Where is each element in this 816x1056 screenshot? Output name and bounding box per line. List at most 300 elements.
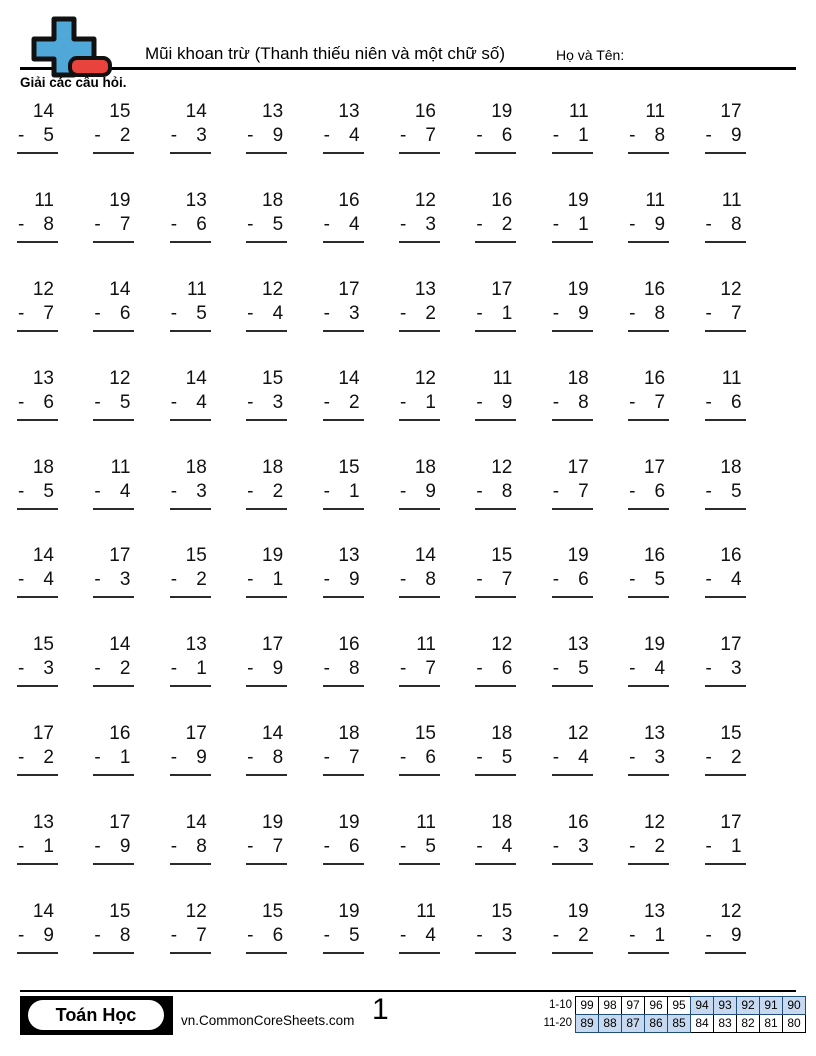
minus-sign-icon: - [399,302,407,324]
subtrahend-row [705,480,746,510]
subtrahend: 1 [578,125,589,146]
subtrahend-row [323,480,364,510]
instruction-text: Giải các câu hỏi. [20,75,127,90]
subtrahend-row [475,568,516,598]
minus-sign-icon: - [170,925,178,947]
minus-sign-icon: - [94,125,101,146]
minus-sign-icon: - [399,125,407,146]
subtraction-problem [93,100,134,189]
minuend: 13 [185,189,207,211]
subtrahend: 7 [348,747,360,769]
minus-sign-icon: - [170,213,178,235]
minus-sign-icon: - [476,302,483,324]
subtraction-problem [399,100,440,189]
minuend: 11 [416,901,436,923]
subtrahend: 9 [730,925,742,947]
minus-sign-icon: - [399,569,407,591]
minus-sign-icon: - [705,925,712,947]
minuend: 17 [109,812,131,834]
subtraction-problem [323,544,364,633]
subtrahend-row [170,835,211,865]
minus-sign-icon: - [18,836,25,858]
subtraction-problem [323,633,364,722]
subtraction-problem [323,722,364,811]
subtraction-problem [475,100,516,189]
minuend: 19 [338,812,360,834]
subtrahend-row [628,657,669,687]
minus-sign-icon: - [94,213,101,235]
subtrahend-row [628,835,669,865]
minus-sign-icon: - [705,391,712,413]
subtraction-problem [552,811,593,900]
subtraction-problem [399,278,440,367]
subtrahend: 8 [425,569,436,591]
subtraction-problem [628,544,669,633]
minuend: 13 [338,101,360,122]
subtraction-problem [170,811,211,900]
score-cell: 90 [782,996,806,1015]
subtrahend-row [93,657,134,687]
subtrahend: 6 [425,747,436,769]
minus-sign-icon: - [94,569,101,591]
minus-sign-icon: - [323,213,330,235]
minus-sign-icon: - [323,391,330,413]
subtraction-problem [246,100,287,189]
minus-sign-icon: - [18,569,25,591]
subtrahend-row [170,391,211,421]
minus-sign-icon: - [629,925,636,947]
subtrahend-row [323,568,364,598]
subtraction-problem [170,278,211,367]
minus-sign-icon: - [170,391,178,413]
subtrahend-row [475,835,516,865]
subtrahend: 4 [196,391,207,413]
subtrahend-row [323,835,364,865]
minuend: 14 [185,367,207,389]
minuend: 17 [109,545,131,567]
subtrahend: 3 [730,658,742,680]
subtraction-problem [93,189,134,278]
subtrahend: 8 [730,213,742,235]
score-range-label: 11-20 [543,1017,572,1029]
subtrahend-row [93,124,134,154]
minuend: 15 [109,101,131,122]
minuend: 16 [414,101,436,122]
subtrahend: 2 [501,213,513,235]
subtraction-problem [399,189,440,278]
subtrahend: 7 [425,658,436,680]
minuend: 14 [32,101,54,122]
minuend: 17 [567,456,589,478]
subtrahend-row [93,480,134,510]
subtrahend-row [475,657,516,687]
subtrahend: 1 [578,213,589,235]
subtraction-problem [17,722,58,811]
subtrahend-row [17,213,58,243]
subtraction-problem [552,544,593,633]
subtrahend: 9 [578,302,589,324]
subtrahend-row [93,924,134,954]
subtrahend-row [170,480,211,510]
subtrahend-row [93,302,134,332]
subtraction-problem [552,900,593,989]
minuend: 18 [32,456,54,478]
subtrahend-row [552,835,593,865]
minuend: 18 [414,456,436,478]
subtraction-problem [399,456,440,545]
subtrahend-row [399,657,440,687]
minuend: 19 [643,634,666,656]
subtrahend: 1 [730,836,742,858]
subtraction-problem [246,544,287,633]
minus-sign-icon: - [552,747,560,769]
minuend: 12 [109,367,131,389]
minus-sign-icon: - [170,302,178,324]
subtraction-problem [475,189,516,278]
score-cell: 98 [598,996,622,1015]
minus-sign-icon: - [247,925,254,947]
subtrahend-row [17,657,58,687]
score-cell: 91 [759,996,783,1015]
minuend: 13 [643,901,666,923]
subtrahend-row [323,391,364,421]
score-range-label: 1-10 [548,999,572,1011]
minus-sign-icon: - [552,836,560,858]
minus-sign-icon: - [476,480,483,502]
subtraction-problem [705,189,746,278]
subtraction-problem [17,278,58,367]
subtrahend: 6 [196,213,207,235]
subtrahend: 9 [272,658,284,680]
minus-sign-icon: - [18,302,25,324]
subtrahend: 9 [730,125,742,146]
minus-sign-icon: - [705,302,712,324]
minus-sign-icon: - [399,213,407,235]
minus-sign-icon: - [18,391,25,413]
subtrahend: 9 [196,747,207,769]
subtrahend-row [170,213,211,243]
minus-sign-icon: - [323,658,330,680]
subtrahend: 4 [578,747,589,769]
subtraction-problem [246,633,287,722]
minus-sign-icon: - [170,658,178,680]
subtraction-problem [705,544,746,633]
subtraction-problem [705,367,746,456]
subtrahend: 6 [730,391,742,413]
subtrahend-row [170,568,211,598]
subtraction-problem [170,456,211,545]
minus-sign-icon: - [18,125,25,146]
subtraction-problem [475,900,516,989]
subtrahend-row [399,568,440,598]
subtrahend-row [475,302,516,332]
subtrahend: 9 [654,213,666,235]
subtraction-problem [323,278,364,367]
minuend: 13 [262,101,284,122]
subtrahend: 8 [654,125,666,146]
subtraction-problem [628,100,669,189]
subtraction-problem [17,633,58,722]
subtrahend-row [705,124,746,154]
subtrahend-row [552,746,593,776]
minus-sign-icon: - [323,569,330,591]
subtrahend: 5 [43,480,54,502]
subtraction-problem [17,544,58,633]
score-cell: 83 [713,1014,737,1033]
subtrahend: 2 [272,480,284,502]
subtrahend-row [552,480,593,510]
minus-sign-icon: - [247,213,254,235]
subtraction-problem [628,722,669,811]
minuend: 14 [262,723,284,745]
minus-sign-icon: - [18,925,25,947]
minus-sign-icon: - [323,836,330,858]
subtrahend: 9 [425,480,436,502]
subtraction-problem [628,278,669,367]
subtraction-problem [17,367,58,456]
subtrahend: 5 [578,658,589,680]
score-row [516,1014,806,1033]
subtrahend: 1 [196,658,207,680]
subtrahend: 7 [272,836,284,858]
subtraction-problem [323,811,364,900]
subtrahend: 4 [501,836,513,858]
minus-sign-icon: - [476,925,483,947]
minuend: 15 [414,723,436,745]
minus-sign-icon: - [629,569,636,591]
subtraction-problem [246,456,287,545]
problems-grid [17,100,797,989]
subtrahend: 2 [425,302,436,324]
subtraction-problem [628,189,669,278]
subtraction-problem [705,722,746,811]
subtraction-problem [399,633,440,722]
minus-sign-icon: - [476,213,483,235]
score-cell: 80 [782,1014,806,1033]
score-cell: 97 [621,996,645,1015]
subtrahend-row [552,124,593,154]
subtrahend-row [246,924,287,954]
minuend: 16 [643,545,666,567]
subtraction-problem [323,100,364,189]
minus-sign-icon: - [18,480,25,502]
minus-sign-icon: - [94,747,101,769]
subtraction-problem [475,811,516,900]
minus-sign-icon: - [476,747,483,769]
minuend: 16 [567,812,589,834]
minus-sign-icon: - [552,658,560,680]
minus-sign-icon: - [705,836,712,858]
minuend: 13 [185,634,207,656]
subtrahend-row [93,835,134,865]
subtraction-problem [552,456,593,545]
subtraction-problem [170,722,211,811]
minuend: 17 [720,101,742,122]
plus-minus-icon [22,16,114,78]
subtrahend: 4 [730,569,742,591]
subtraction-problem [399,811,440,900]
subtrahend: 5 [348,925,360,947]
minuend: 16 [338,634,360,656]
minuend: 16 [109,723,131,745]
subtrahend: 3 [196,480,207,502]
subtrahend: 9 [348,569,360,591]
minuend: 12 [414,367,436,389]
minuend: 12 [185,901,207,923]
subtrahend-row [705,924,746,954]
minus-sign-icon: - [94,391,101,413]
subtraction-problem [475,367,516,456]
minus-sign-icon: - [94,925,101,947]
minuend: 17 [720,634,742,656]
subtrahend-row [399,391,440,421]
subtrahend: 2 [348,391,360,413]
minuend: 12 [567,723,589,745]
subtraction-problem [323,456,364,545]
minuend: 14 [32,901,54,923]
minuend: 19 [262,545,284,567]
subtrahend: 8 [196,836,207,858]
subtrahend: 2 [119,658,131,680]
subtraction-problem [628,367,669,456]
minus-sign-icon: - [399,747,407,769]
subtraction-problem [170,633,211,722]
subtrahend-row [399,835,440,865]
minus-sign-icon: - [705,125,712,146]
minuend: 12 [720,901,742,923]
subtrahend: 8 [654,302,666,324]
subtrahend: 9 [501,391,513,413]
subtrahend-row [399,302,440,332]
minuend: 14 [109,634,131,656]
subtraction-problem [399,544,440,633]
subtrahend: 5 [43,125,54,146]
subtrahend: 5 [272,213,284,235]
minus-sign-icon: - [629,125,636,146]
minus-sign-icon: - [552,391,560,413]
subtrahend: 8 [119,925,131,947]
minus-sign-icon: - [552,480,560,502]
minuend: 16 [491,189,513,211]
minuend: 19 [338,901,360,923]
subtrahend-row [628,391,669,421]
subtrahend: 4 [43,569,54,591]
subtraction-problem [552,633,593,722]
subtraction-problem [475,456,516,545]
minuend: 12 [262,278,284,300]
score-cell: 82 [736,1014,760,1033]
subtrahend-row [552,213,593,243]
minuend: 18 [185,456,207,478]
subtrahend: 8 [272,747,284,769]
subtrahend-row [552,657,593,687]
footer-rule [20,990,796,992]
subtrahend: 8 [43,213,54,235]
subtraction-problem [246,189,287,278]
minuend: 19 [567,545,589,567]
minuend: 19 [567,278,589,300]
minuend: 19 [109,189,131,211]
subtraction-problem [323,189,364,278]
subtrahend-row [170,657,211,687]
minuend: 17 [338,278,360,300]
subtraction-problem [628,456,669,545]
subtrahend-row [628,480,669,510]
subtraction-problem [552,100,593,189]
subtraction-problem [323,367,364,456]
minus-sign-icon: - [629,302,636,324]
minus-sign-icon: - [170,836,178,858]
minuend: 15 [109,901,131,923]
score-cell: 81 [759,1014,783,1033]
subtrahend-row [17,480,58,510]
minus-sign-icon: - [399,391,407,413]
subtrahend: 3 [425,213,436,235]
minuend: 17 [262,634,284,656]
minus-sign-icon: - [629,658,636,680]
subtrahend-row [552,568,593,598]
subtraction-problem [93,278,134,367]
subtraction-problem [93,811,134,900]
minus-sign-icon: - [323,925,330,947]
subtrahend: 1 [272,569,284,591]
subtrahend-row [628,213,669,243]
subtraction-problem [705,633,746,722]
minus-sign-icon: - [247,302,254,324]
minuend: 11 [569,101,589,122]
subtrahend-row [323,302,364,332]
minus-sign-icon: - [247,125,254,146]
score-cell: 88 [598,1014,622,1033]
subtrahend-row [246,746,287,776]
subtraction-problem [552,722,593,811]
score-cell: 99 [575,996,599,1015]
subtrahend-row [323,746,364,776]
minus-sign-icon: - [94,836,101,858]
subtraction-problem [628,811,669,900]
minus-sign-icon: - [705,658,712,680]
subtrahend: 2 [119,125,131,146]
subtrahend-row [475,391,516,421]
subtrahend: 3 [272,391,284,413]
worksheet-title: Mũi khoan trừ (Thanh thiếu niên và một chữ số) [144,44,506,63]
subtrahend: 7 [730,302,742,324]
minus-sign-icon: - [323,302,330,324]
subtrahend-row [246,391,287,421]
subtraction-problem [17,811,58,900]
minus-sign-icon: - [629,480,636,502]
subtrahend: 5 [196,302,207,324]
minuend: 15 [262,901,284,923]
minuend: 17 [185,723,207,745]
minuend: 15 [262,367,284,389]
minuend: 18 [567,367,589,389]
score-cell: 94 [690,996,714,1015]
minus-sign-icon: - [170,125,178,146]
subtraction-problem [93,722,134,811]
subtraction-problem [93,544,134,633]
subtrahend: 6 [501,658,513,680]
minus-sign-icon: - [476,658,483,680]
minus-sign-icon: - [323,125,330,146]
subtraction-problem [170,900,211,989]
subtrahend: 5 [730,480,742,502]
subtrahend-row [705,746,746,776]
subtraction-problem [399,900,440,989]
minuend: 12 [643,812,666,834]
minuend: 15 [338,456,360,478]
subtrahend-row [323,924,364,954]
